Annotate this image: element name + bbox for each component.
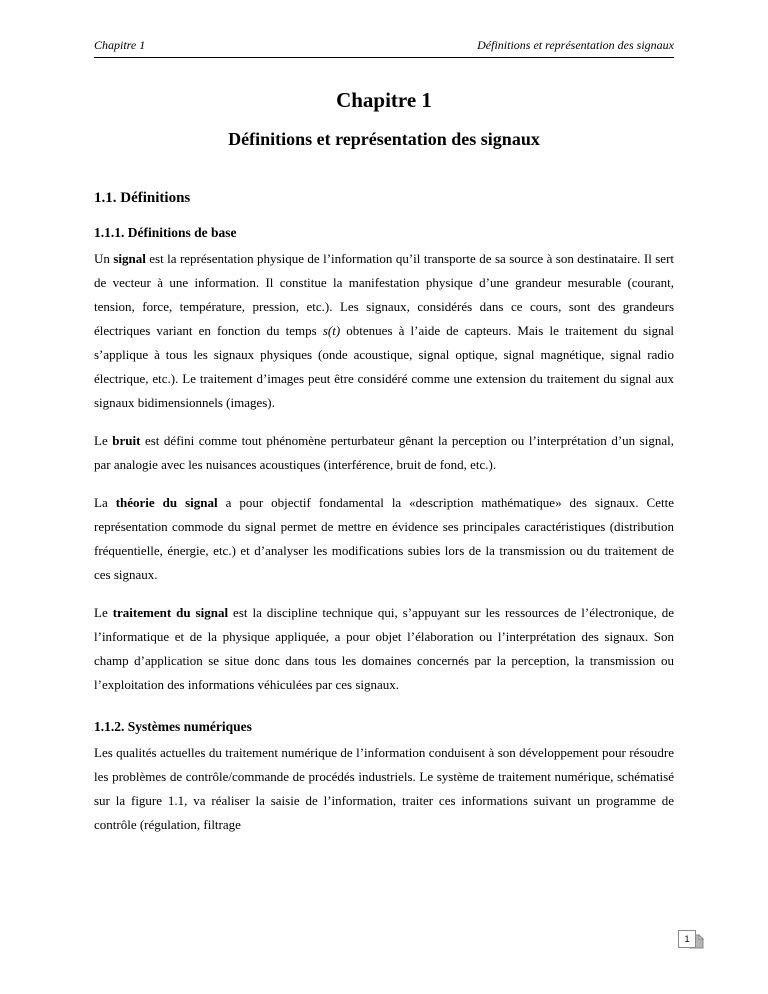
page-header — [94, 38, 674, 58]
subsection-heading-1-1-1: 1.1.1. Définitions de base — [94, 225, 237, 240]
paragraph-theorie-du-signal: La théorie du signal a pour objectif fondamental la «description mathématique» des signaux. Cette représentation commode du signal permet de mettre en évidence ses principales caractéristiques (distribution fréquentielle, énergie, etc.) et d’analyser les modifications subies lors de la transmission ou du traitement de ces signaux. — [94, 495, 674, 582]
page-number-widget — [678, 930, 704, 954]
header-title-label: Définitions et représentation des signaux — [477, 38, 674, 52]
chapter-subtitle: Définitions et représentation des signaux — [228, 129, 540, 149]
chapter-title: Chapitre 1 — [336, 88, 432, 112]
paragraph-signal: Un signal est la représentation physique de l’information qu’il transporte de sa source à son destinataire. Il sert de vecteur à une information. Il constitue la manifestation physique d’une grandeur mesurable (courant, tension, force, température, pression, etc.). Les signaux, considérés dans ce cours, sont des grandeurs électriques variant en fonction du temps s(t) obtenues à l’aide de capteurs. Mais le traitement du signal s’applique à tous les signaux physiques (onde acoustique, signal optique, signal magnétique, signal radio électrique, etc.). Le traitement d’images peut être considéré comme une extension du traitement du signal aux signaux bidimensionnels (images). — [94, 251, 675, 410]
paragraph-systemes-numeriques: Les qualités actuelles du traitement numérique de l’information conduisent à son développement pour résoudre les problèmes de contrôle/commande de procédés industriels. Le système de traitement numérique, schématisé sur la figure 1.1, va réaliser la saisie de l’information, traiter ces informations suivant un programme de contrôle (régulation, filtrage — [94, 745, 674, 832]
page-number-badge: 1 — [678, 930, 696, 948]
section-heading-1-1: 1.1. Définitions — [94, 190, 191, 206]
header-chapter-label: Chapitre 1 — [94, 38, 146, 52]
subsection-heading-1-1-2: 1.1.2. Systèmes numériques — [94, 719, 252, 734]
paragraph-traitement-du-signal: Le traitement du signal est la discipline technique qui, s’appuyant sur les ressources de l’électronique, de l’informatique et de la physique appliquée, a pour objet l’élaboration ou l’interprétation des signaux. Son champ d’application se situe donc dans tous les domaines concernés par la perception, la transmission ou l’exploitation des informations véhiculées par ces signaux. — [94, 605, 674, 692]
paragraph-bruit: Le bruit est défini comme tout phénomène perturbateur gênant la perception ou l’interprétation d’un signal, par analogie avec les nuisances acoustiques (interférence, bruit de fond, etc.). — [94, 433, 674, 472]
